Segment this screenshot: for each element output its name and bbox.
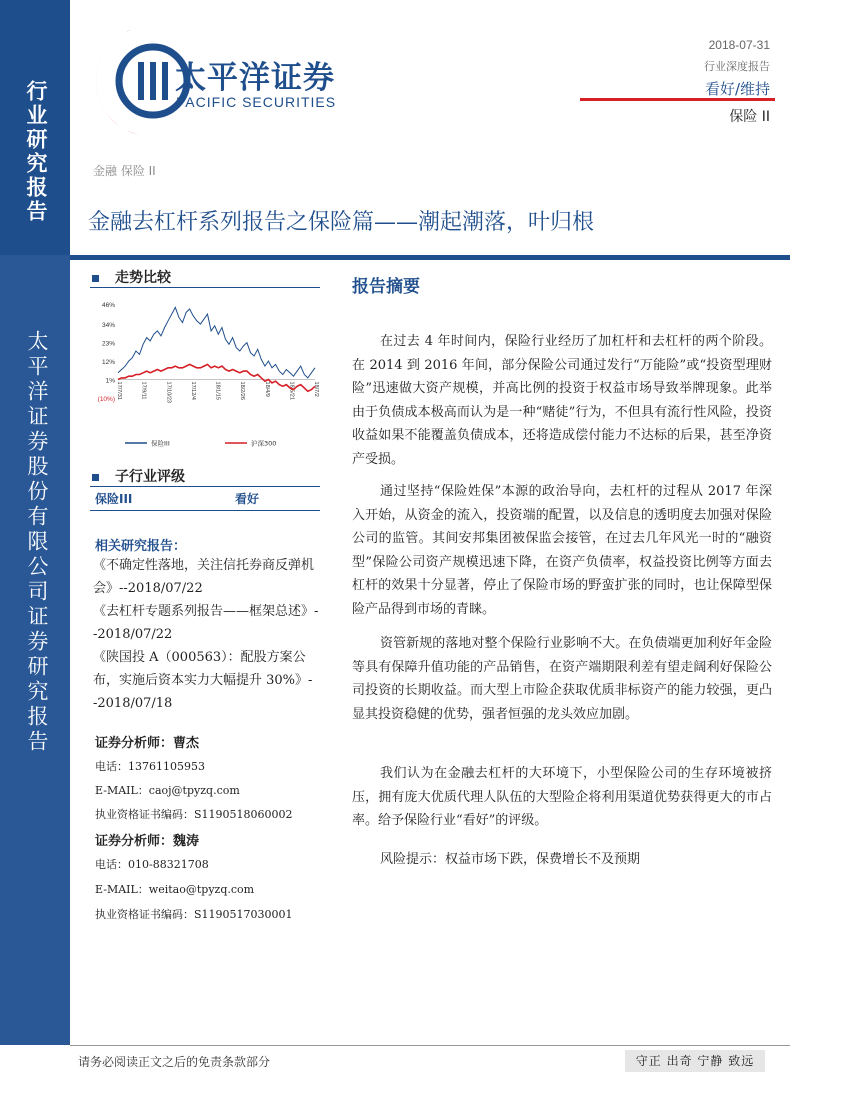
sidebar — [0, 0, 70, 1100]
footer-motto: 守正 出奇 宁静 致远 — [625, 1050, 765, 1072]
sub-industry-rating: 看好 — [235, 492, 260, 506]
risk-warning: 风险提示：权益市场下跌，保费增长不及预期 — [380, 852, 641, 867]
x-tick-label: 18/7/2 — [313, 381, 319, 397]
related-reports-heading: 相关研究报告： — [95, 539, 187, 554]
abstract-paragraph: 资管新规的落地对整个保险行业影响不大。在负债端更加利好年金险等具有保障升值功能的产品销售，在资产端期限利差有望走阔利好保险公司投资的长期收益。而大型上市险企获取优质非标资产的能力较强，更凸显其投资稳健的优势，强者恒强的龙头效应加剧。 — [352, 636, 772, 722]
industry-sector: 保险 II — [729, 109, 770, 125]
sub-rating-bottom-rule — [90, 510, 320, 511]
logo-chinese-name: 太平洋证券 — [175, 60, 335, 96]
breadcrumb: 金融 保险 II — [93, 164, 156, 178]
related-report-item: 《去杠杆专题系列报告——框架总述》--2018/07/22 — [93, 604, 319, 642]
sidebar-footer-strip — [0, 1045, 70, 1100]
square-bullet-icon — [92, 275, 99, 282]
sidebar-report-category: 行业研究报告 — [24, 80, 49, 224]
sub-rating-heading-label: 子行业评级 — [115, 469, 185, 485]
report-date: 2018-07-31 — [708, 38, 770, 52]
footer-divider — [70, 1045, 790, 1046]
y-tick-label: 12% — [101, 359, 115, 367]
analyst-name: 证券分析师：魏涛 — [95, 834, 200, 849]
trend-heading-rule — [90, 287, 320, 288]
related-report-item: 《陕国投 A（000563）：配股方案公布，实施后资本实力大幅提升 30%》--2018/07/18 — [93, 650, 313, 711]
legend-label: 沪深300 — [251, 439, 277, 448]
analyst-email: E-MAIL：weitao@tpyzq.com — [95, 883, 255, 896]
report-type: 行业深度报告 — [704, 60, 770, 73]
sub-industry-name: 保险III — [95, 492, 133, 506]
y-tick-label: 23% — [101, 340, 115, 348]
sub-rating-heading — [92, 466, 185, 486]
sidebar-company-label: 太平洋证券股份有限公司证券研究报告 — [25, 330, 49, 755]
y-tick-label: 1% — [105, 377, 115, 385]
trend-heading-label: 走势比较 — [115, 270, 171, 286]
legend-label: 保险III — [151, 439, 170, 448]
x-tick-label: 18/1/15 — [214, 381, 221, 400]
report-title: 金融去杠杆系列报告之保险篇——潮起潮落，叶归根 — [88, 210, 595, 235]
sub-rating-heading-rule — [90, 486, 320, 487]
x-tick-label: 17/10/23 — [165, 381, 172, 403]
analyst-name: 证券分析师：曹杰 — [95, 736, 200, 751]
abstract-paragraph: 通过坚持“保险姓保”本源的政治导向，去杠杆的过程从 2017 年深入开始，从资金的流入，投资端的配置，以及信息的透明度去加强对保险公司的监管。其间安邦集团被保监会接管，在过去几年风光一时的“融资型”保险公司资产规模迅速下降，在资产负债率，权益投资比例等方面去杠杆的效果十分显著，停止了保险市场的野蛮扩张的同时，也让保障型保险产品得到市场的青睐。 — [352, 484, 772, 617]
x-tick-label: 17/7/31 — [116, 381, 122, 400]
abstract-heading: 报告摘要 — [352, 277, 420, 297]
industry-rating: 看好/维持 — [704, 80, 770, 98]
x-tick-label: 17/9/11 — [140, 381, 147, 400]
title-divider — [70, 255, 790, 260]
y-tick-label: (10%) — [97, 396, 115, 403]
header-red-divider — [580, 98, 775, 101]
trend-heading — [92, 267, 171, 287]
x-tick-label: 18/4/9 — [263, 381, 270, 397]
analyst-cert: 执业资格证书编码：S1190517030001 — [95, 908, 293, 921]
logo-english-name: PACIFIC SECURITIES — [176, 94, 337, 110]
x-tick-label: 18/2/26 — [239, 381, 246, 400]
abstract-paragraph: 我们认为在金融去杠杆的大环境下，小型保险公司的生存环境被挤压，拥有庞大优质代理人队伍的大型险企将利用渠道优势获得更大的市占率。给予保险行业“看好”的评级。 — [352, 766, 772, 828]
analyst-email: E-MAIL：caoj@tpyzq.com — [95, 784, 240, 797]
y-tick-label: 34% — [101, 322, 115, 330]
analyst-cert: 执业资格证书编码：S1190518060002 — [95, 808, 293, 821]
y-tick-label: 46% — [101, 302, 115, 309]
footer-disclaimer: 请务必阅读正文之后的免责条款部分 — [78, 1055, 271, 1069]
x-tick-label: 18/5/21 — [288, 381, 295, 400]
trend-comparison-chart — [90, 298, 320, 458]
related-report-item: 《不确定性落地，关注信托券商反弹机会》--2018/07/22 — [93, 558, 315, 596]
x-tick-label: 17/12/4 — [189, 381, 196, 400]
abstract-paragraph: 在过去 4 年时间内，保险行业经历了加杠杆和去杠杆的两个阶段。在 2014 到 2016 年间，部分保险公司通过发行“万能险”或“投资型理财险”迅速做大资产规模，并高比例的投资于权益市场导致举牌现象。此举由于负债成本极高而认为是一种“赌徒”行为，不但具有流行性风险，投资收益如果不能覆盖负债成本，还将造成偿付能力不达标的后果，甚至净资产受损。 — [352, 334, 772, 467]
analyst-phone: 电话：13761105953 — [95, 760, 205, 773]
square-bullet-icon — [92, 474, 99, 481]
analyst-phone: 电话：010-88321708 — [95, 858, 209, 871]
